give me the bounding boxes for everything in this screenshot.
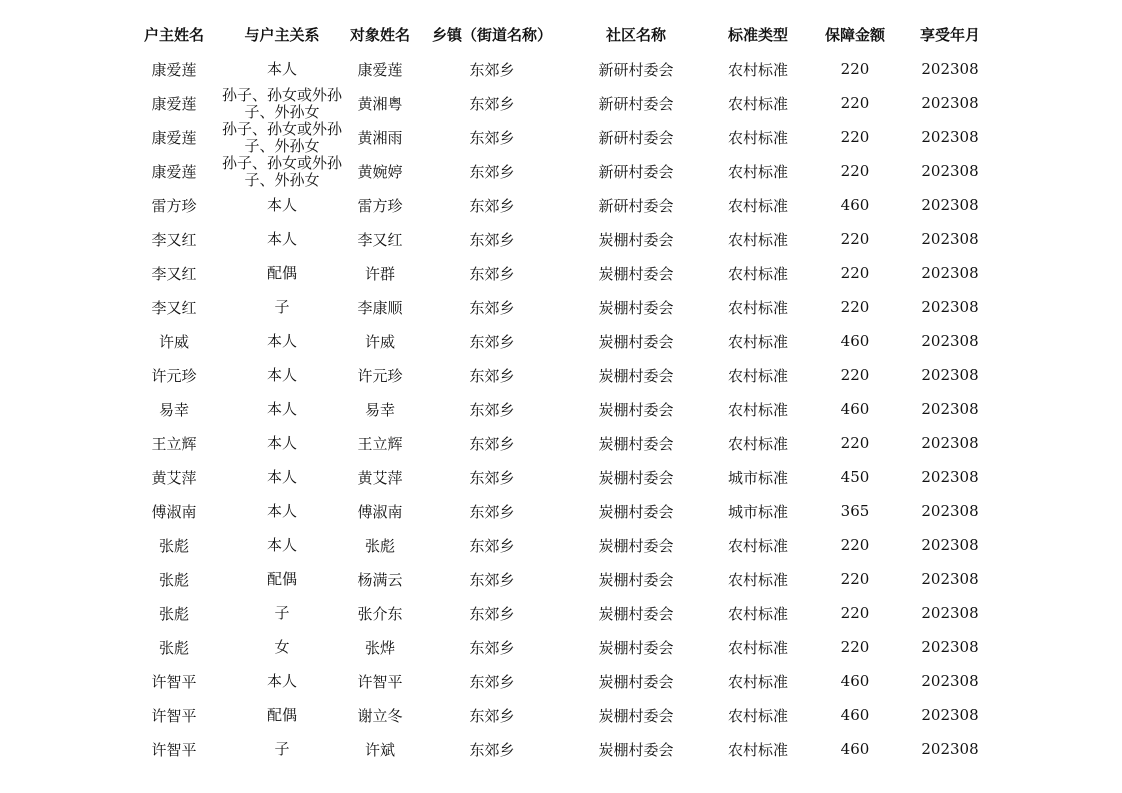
table-cell: 炭棚村委会 bbox=[598, 264, 674, 283]
table-cell: 黄湘粤 bbox=[357, 94, 403, 113]
table-cell: 农村标准 bbox=[727, 536, 788, 555]
table-cell: 东郊乡 bbox=[469, 672, 515, 691]
table-header bbox=[0, 22, 1122, 46]
table-cell: 炭棚村委会 bbox=[598, 502, 674, 521]
table-cell: 202308 bbox=[921, 604, 979, 622]
column-header: 保障金额 bbox=[824, 25, 885, 44]
table-cell: 炭棚村委会 bbox=[598, 468, 674, 487]
table-cell: 220 bbox=[840, 434, 870, 452]
table-cell: 东郊乡 bbox=[469, 196, 515, 215]
table-cell: 东郊乡 bbox=[469, 366, 515, 385]
table-cell: 炭棚村委会 bbox=[598, 536, 674, 555]
table-row bbox=[0, 596, 1122, 630]
table-cell: 许元珍 bbox=[357, 366, 403, 385]
table-cell: 东郊乡 bbox=[469, 638, 515, 657]
table-cell: 傅淑南 bbox=[151, 502, 197, 521]
table-cell: 农村标准 bbox=[727, 672, 788, 691]
table-cell: 220 bbox=[840, 536, 870, 554]
table-cell: 460 bbox=[840, 400, 870, 418]
table-cell: 雷方珍 bbox=[357, 196, 403, 215]
table-cell: 东郊乡 bbox=[469, 94, 515, 113]
table-cell: 雷方珍 bbox=[151, 196, 197, 215]
table-row bbox=[0, 392, 1122, 426]
table-cell: 康爱莲 bbox=[151, 162, 197, 181]
table-cell: 东郊乡 bbox=[469, 434, 515, 453]
table-cell: 本人 bbox=[266, 229, 297, 248]
table-cell: 460 bbox=[840, 672, 870, 690]
table-cell: 220 bbox=[840, 230, 870, 248]
table-cell: 202308 bbox=[921, 94, 979, 112]
table-cell: 农村标准 bbox=[727, 400, 788, 419]
table-cell: 本人 bbox=[266, 535, 297, 554]
table-cell: 孙子、孙女或外孙子、外孙女 bbox=[222, 86, 342, 120]
table-cell: 东郊乡 bbox=[469, 468, 515, 487]
table-cell: 202308 bbox=[921, 740, 979, 758]
table-cell: 东郊乡 bbox=[469, 128, 515, 147]
table-cell: 农村标准 bbox=[727, 604, 788, 623]
table-cell: 子 bbox=[274, 739, 290, 758]
column-header: 户主姓名 bbox=[143, 25, 204, 44]
table-cell: 本人 bbox=[266, 331, 297, 350]
table-cell: 220 bbox=[840, 604, 870, 622]
table-cell: 农村标准 bbox=[727, 706, 788, 725]
table-cell: 365 bbox=[840, 502, 870, 520]
table-row bbox=[0, 460, 1122, 494]
table-cell: 东郊乡 bbox=[469, 502, 515, 521]
table-cell: 子 bbox=[274, 603, 290, 622]
table-cell: 李又红 bbox=[357, 230, 403, 249]
table-cell: 黄湘雨 bbox=[357, 128, 403, 147]
table-cell: 本人 bbox=[266, 195, 297, 214]
table-cell: 张烨 bbox=[364, 638, 395, 657]
table-cell: 220 bbox=[840, 128, 870, 146]
table-cell: 202308 bbox=[921, 570, 979, 588]
table-cell: 202308 bbox=[921, 332, 979, 350]
table-cell: 炭棚村委会 bbox=[598, 672, 674, 691]
table-cell: 本人 bbox=[266, 365, 297, 384]
table-cell: 张彪 bbox=[158, 638, 189, 657]
table-body bbox=[0, 52, 1122, 766]
table-cell: 农村标准 bbox=[727, 366, 788, 385]
table-cell: 炭棚村委会 bbox=[598, 706, 674, 725]
table-cell: 炭棚村委会 bbox=[598, 638, 674, 657]
table-cell: 康爱莲 bbox=[357, 60, 403, 79]
table-cell: 黄艾萍 bbox=[357, 468, 403, 487]
table-cell: 黄艾萍 bbox=[151, 468, 197, 487]
table-cell: 东郊乡 bbox=[469, 706, 515, 725]
table-cell: 450 bbox=[840, 468, 870, 486]
table-cell: 炭棚村委会 bbox=[598, 366, 674, 385]
table-cell: 许元珍 bbox=[151, 366, 197, 385]
table-cell: 本人 bbox=[266, 59, 297, 78]
table-cell: 张彪 bbox=[158, 536, 189, 555]
table-row bbox=[0, 188, 1122, 222]
table-row bbox=[0, 256, 1122, 290]
table-cell: 202308 bbox=[921, 502, 979, 520]
table-cell: 配偶 bbox=[266, 569, 297, 588]
table-cell: 许威 bbox=[364, 332, 395, 351]
table-cell: 东郊乡 bbox=[469, 740, 515, 759]
table-cell: 农村标准 bbox=[727, 570, 788, 589]
table-cell: 农村标准 bbox=[727, 638, 788, 657]
table-cell: 张彪 bbox=[158, 604, 189, 623]
table-cell: 黄婉婷 bbox=[357, 162, 403, 181]
table-cell: 东郊乡 bbox=[469, 332, 515, 351]
table-row bbox=[0, 562, 1122, 596]
table-cell: 本人 bbox=[266, 399, 297, 418]
table-cell: 炭棚村委会 bbox=[598, 400, 674, 419]
table-cell: 本人 bbox=[266, 433, 297, 452]
table-cell: 许智平 bbox=[151, 740, 197, 759]
table-row bbox=[0, 86, 1122, 120]
table-cell: 许斌 bbox=[364, 740, 395, 759]
table-cell: 202308 bbox=[921, 230, 979, 248]
table-row bbox=[0, 528, 1122, 562]
table-cell: 202308 bbox=[921, 298, 979, 316]
table-cell: 农村标准 bbox=[727, 740, 788, 759]
table-cell: 202308 bbox=[921, 672, 979, 690]
table-cell: 易幸 bbox=[158, 400, 189, 419]
table-cell: 康爱莲 bbox=[151, 60, 197, 79]
table-cell: 202308 bbox=[921, 638, 979, 656]
table-cell: 东郊乡 bbox=[469, 230, 515, 249]
table-cell: 东郊乡 bbox=[469, 60, 515, 79]
table-cell: 东郊乡 bbox=[469, 162, 515, 181]
table-cell: 孙子、孙女或外孙子、外孙女 bbox=[222, 120, 342, 154]
table-cell: 202308 bbox=[921, 264, 979, 282]
table-cell: 谢立冬 bbox=[357, 706, 403, 725]
column-header: 与户主关系 bbox=[244, 25, 320, 44]
table-cell: 张彪 bbox=[364, 536, 395, 555]
table-cell: 220 bbox=[840, 264, 870, 282]
table-cell: 炭棚村委会 bbox=[598, 434, 674, 453]
table-cell: 康爱莲 bbox=[151, 94, 197, 113]
table-cell: 202308 bbox=[921, 366, 979, 384]
table-cell: 本人 bbox=[266, 501, 297, 520]
table-cell: 许智平 bbox=[151, 706, 197, 725]
table-cell: 202308 bbox=[921, 60, 979, 78]
table-cell: 220 bbox=[840, 570, 870, 588]
table-cell: 农村标准 bbox=[727, 264, 788, 283]
table-cell: 东郊乡 bbox=[469, 400, 515, 419]
table-cell: 子 bbox=[274, 297, 290, 316]
table-cell: 东郊乡 bbox=[469, 570, 515, 589]
table-row bbox=[0, 732, 1122, 766]
column-header: 社区名称 bbox=[605, 25, 666, 44]
table-cell: 新研村委会 bbox=[598, 196, 674, 215]
table-cell: 本人 bbox=[266, 671, 297, 690]
table-cell: 李又红 bbox=[151, 264, 197, 283]
table-cell: 东郊乡 bbox=[469, 536, 515, 555]
table-cell: 傅淑南 bbox=[357, 502, 403, 521]
table-cell: 城市标准 bbox=[727, 502, 788, 521]
table-cell: 新研村委会 bbox=[598, 128, 674, 147]
table-cell: 农村标准 bbox=[727, 196, 788, 215]
table-cell: 202308 bbox=[921, 706, 979, 724]
table-cell: 农村标准 bbox=[727, 298, 788, 317]
table-cell: 王立辉 bbox=[357, 434, 403, 453]
table-cell: 220 bbox=[840, 60, 870, 78]
table-cell: 农村标准 bbox=[727, 434, 788, 453]
table-cell: 农村标准 bbox=[727, 230, 788, 249]
table-cell: 202308 bbox=[921, 128, 979, 146]
table-cell: 220 bbox=[840, 162, 870, 180]
table-cell: 农村标准 bbox=[727, 162, 788, 181]
table-cell: 202308 bbox=[921, 468, 979, 486]
table-row bbox=[0, 324, 1122, 358]
table-cell: 许威 bbox=[158, 332, 189, 351]
table-row bbox=[0, 630, 1122, 664]
table-cell: 202308 bbox=[921, 162, 979, 180]
table-cell: 农村标准 bbox=[727, 332, 788, 351]
column-header: 对象姓名 bbox=[349, 25, 410, 44]
table-cell: 460 bbox=[840, 706, 870, 724]
table-cell: 配偶 bbox=[266, 263, 297, 282]
column-header: 标准类型 bbox=[727, 25, 788, 44]
table-cell: 新研村委会 bbox=[598, 162, 674, 181]
table-cell: 康爱莲 bbox=[151, 128, 197, 147]
table-cell: 李又红 bbox=[151, 230, 197, 249]
table-cell: 东郊乡 bbox=[469, 604, 515, 623]
table-row bbox=[0, 290, 1122, 324]
table-cell: 女 bbox=[274, 637, 290, 656]
table-cell: 城市标准 bbox=[727, 468, 788, 487]
table-cell: 许群 bbox=[364, 264, 395, 283]
table-cell: 460 bbox=[840, 740, 870, 758]
table-cell: 220 bbox=[840, 298, 870, 316]
table-cell: 张彪 bbox=[158, 570, 189, 589]
table-cell: 新研村委会 bbox=[598, 60, 674, 79]
table-row bbox=[0, 120, 1122, 154]
table-cell: 460 bbox=[840, 332, 870, 350]
table-row bbox=[0, 698, 1122, 732]
table-row bbox=[0, 222, 1122, 256]
table-cell: 220 bbox=[840, 94, 870, 112]
table-row bbox=[0, 52, 1122, 86]
table-cell: 许智平 bbox=[151, 672, 197, 691]
table-cell: 202308 bbox=[921, 434, 979, 452]
table-cell: 220 bbox=[840, 366, 870, 384]
table-row bbox=[0, 154, 1122, 188]
table-cell: 202308 bbox=[921, 536, 979, 554]
table-cell: 202308 bbox=[921, 400, 979, 418]
column-header: 乡镇（街道名称） bbox=[431, 25, 552, 44]
table-cell: 460 bbox=[840, 196, 870, 214]
table-cell: 配偶 bbox=[266, 705, 297, 724]
table-cell: 炭棚村委会 bbox=[598, 604, 674, 623]
table-cell: 王立辉 bbox=[151, 434, 197, 453]
table-cell: 炭棚村委会 bbox=[598, 230, 674, 249]
table-cell: 李又红 bbox=[151, 298, 197, 317]
table-cell: 炭棚村委会 bbox=[598, 570, 674, 589]
table-cell: 易幸 bbox=[364, 400, 395, 419]
table-cell: 炭棚村委会 bbox=[598, 298, 674, 317]
table-cell: 220 bbox=[840, 638, 870, 656]
table-cell: 东郊乡 bbox=[469, 264, 515, 283]
table-cell: 炭棚村委会 bbox=[598, 740, 674, 759]
table-row bbox=[0, 426, 1122, 460]
table-cell: 农村标准 bbox=[727, 94, 788, 113]
table-cell: 农村标准 bbox=[727, 60, 788, 79]
table-cell: 李康顺 bbox=[357, 298, 403, 317]
table-row bbox=[0, 358, 1122, 392]
table-row bbox=[0, 494, 1122, 528]
table-cell: 杨满云 bbox=[357, 570, 403, 589]
table-cell: 本人 bbox=[266, 467, 297, 486]
table-cell: 张介东 bbox=[357, 604, 403, 623]
table-row bbox=[0, 664, 1122, 698]
table-cell: 东郊乡 bbox=[469, 298, 515, 317]
column-header: 享受年月 bbox=[919, 25, 980, 44]
table-cell: 孙子、孙女或外孙子、外孙女 bbox=[222, 154, 342, 188]
table-cell: 农村标准 bbox=[727, 128, 788, 147]
table-cell: 炭棚村委会 bbox=[598, 332, 674, 351]
table-cell: 新研村委会 bbox=[598, 94, 674, 113]
table-cell: 许智平 bbox=[357, 672, 403, 691]
table-cell: 202308 bbox=[921, 196, 979, 214]
